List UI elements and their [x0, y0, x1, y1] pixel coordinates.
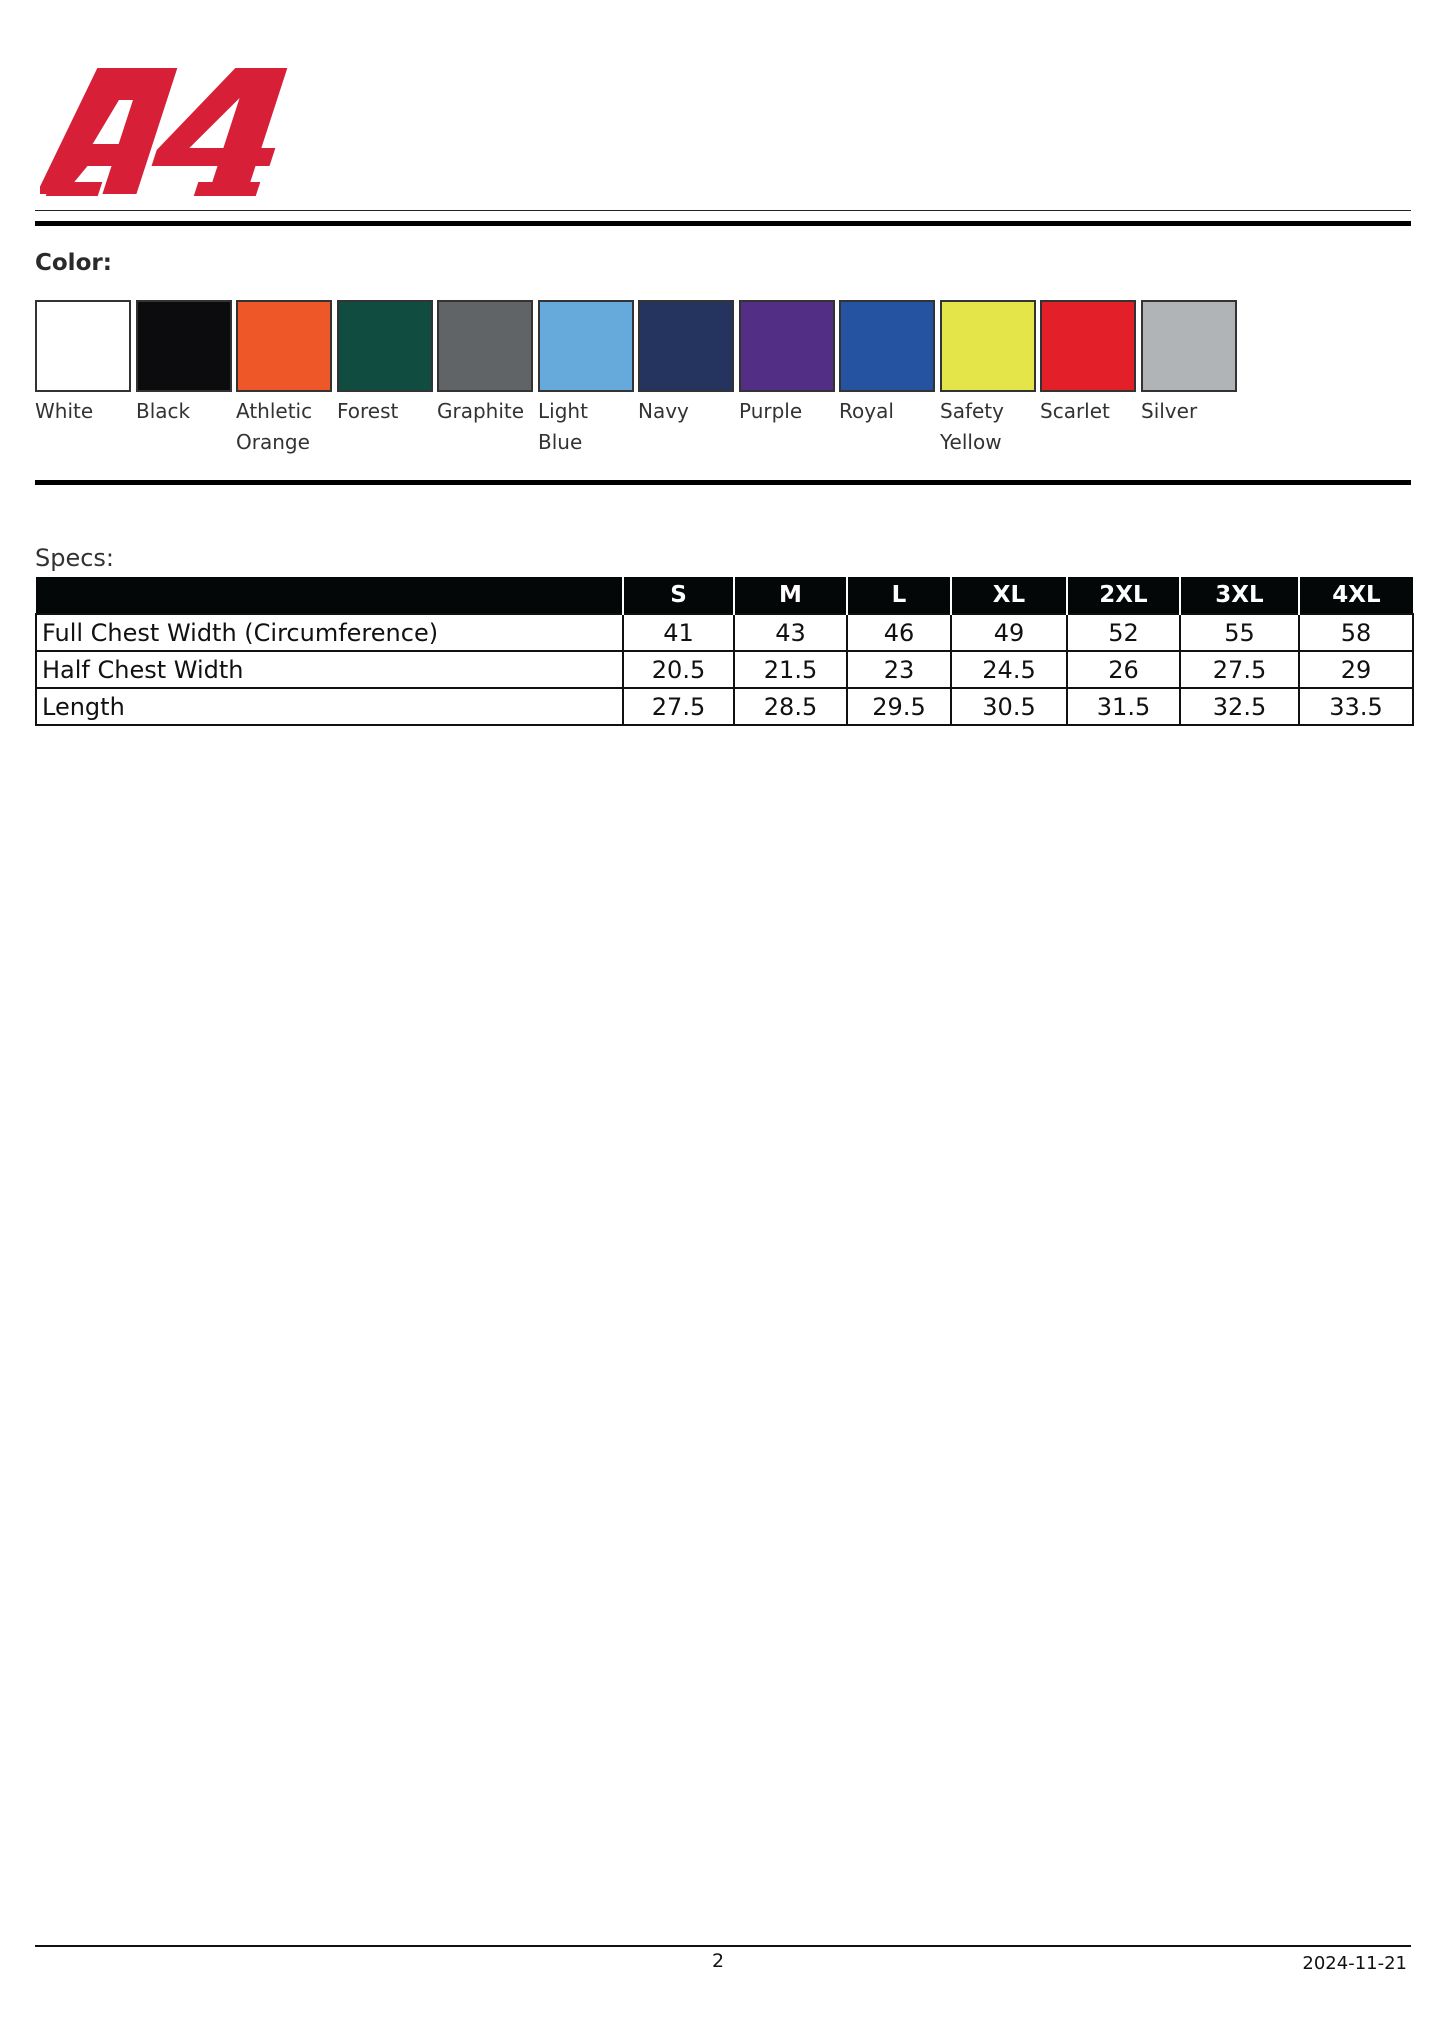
color-swatch [839, 300, 935, 427]
color-name: Athletic Orange [236, 399, 313, 454]
column-header: L [847, 577, 951, 614]
column-header: M [734, 577, 847, 614]
a4-logo [40, 66, 302, 198]
header-thick-rule [35, 221, 1411, 226]
color-name: Light Blue [538, 399, 588, 454]
color-name: Black [136, 399, 191, 423]
table-cell: 43 [734, 614, 847, 651]
footer-rule [35, 1945, 1411, 1947]
color-swatch [940, 300, 1036, 458]
table-cell: 49 [951, 614, 1067, 651]
row-label: Length [36, 688, 623, 725]
table-cell: 30.5 [951, 688, 1067, 725]
table-cell: 32.5 [1180, 688, 1299, 725]
section-divider [35, 480, 1411, 485]
table-cell: 24.5 [951, 651, 1067, 688]
color-swatch [739, 300, 835, 427]
column-header: 3XL [1180, 577, 1299, 614]
color-swatch [1141, 300, 1237, 427]
color-swatch [136, 300, 232, 427]
row-label: Half Chest Width [36, 651, 623, 688]
table-row [36, 688, 1413, 725]
color-name: White [35, 399, 94, 423]
color-chip [35, 300, 131, 392]
color-chip [839, 300, 935, 392]
document-date: 2024-11-21 [1302, 1953, 1407, 1974]
color-name: Silver [1141, 399, 1198, 423]
table-cell: 27.5 [1180, 651, 1299, 688]
color-name: Scarlet [1040, 399, 1110, 423]
color-name: Royal [839, 399, 894, 423]
specs-heading: Specs: [35, 544, 115, 572]
size-spec-table [35, 577, 1414, 726]
color-chip [638, 300, 734, 392]
color-name: Safety Yellow [940, 399, 1004, 454]
table-cell: 33.5 [1299, 688, 1413, 725]
table-cell: 23 [847, 651, 951, 688]
table-cell: 46 [847, 614, 951, 651]
color-swatch [236, 300, 332, 458]
table-cell: 26 [1067, 651, 1180, 688]
table-cell: 41 [623, 614, 734, 651]
column-header: 2XL [1067, 577, 1180, 614]
color-name: Forest [337, 399, 399, 423]
table-cell: 20.5 [623, 651, 734, 688]
color-chip [337, 300, 433, 392]
table-cell: 31.5 [1067, 688, 1180, 725]
row-label: Full Chest Width (Circumference) [36, 614, 623, 651]
color-chip [739, 300, 835, 392]
table-row [36, 651, 1413, 688]
column-header: XL [951, 577, 1067, 614]
color-name: Purple [739, 399, 803, 423]
table-cell: 52 [1067, 614, 1180, 651]
column-header [36, 577, 623, 614]
color-chip [236, 300, 332, 392]
table-cell: 27.5 [623, 688, 734, 725]
color-chip [1040, 300, 1136, 392]
color-chip [136, 300, 232, 392]
color-swatch [1040, 300, 1136, 427]
table-cell: 29 [1299, 651, 1413, 688]
table-header-row [36, 577, 1413, 614]
table-cell: 21.5 [734, 651, 847, 688]
table-cell: 28.5 [734, 688, 847, 725]
color-name: Graphite [437, 399, 525, 423]
color-chip [437, 300, 533, 392]
header-thin-rule [35, 210, 1411, 211]
color-swatch [638, 300, 734, 427]
color-heading: Color: [35, 250, 112, 276]
color-swatch [337, 300, 433, 427]
page-number: 2 [712, 1950, 725, 1972]
table-cell: 29.5 [847, 688, 951, 725]
color-chip [940, 300, 1036, 392]
color-chip [538, 300, 634, 392]
color-chip [1141, 300, 1237, 392]
table-cell: 58 [1299, 614, 1413, 651]
column-header: S [623, 577, 734, 614]
color-name: Navy [638, 399, 689, 423]
color-swatch [437, 300, 533, 427]
table-cell: 55 [1180, 614, 1299, 651]
color-swatch [35, 300, 131, 427]
column-header: 4XL [1299, 577, 1413, 614]
color-swatch [538, 300, 634, 458]
table-row [36, 614, 1413, 651]
